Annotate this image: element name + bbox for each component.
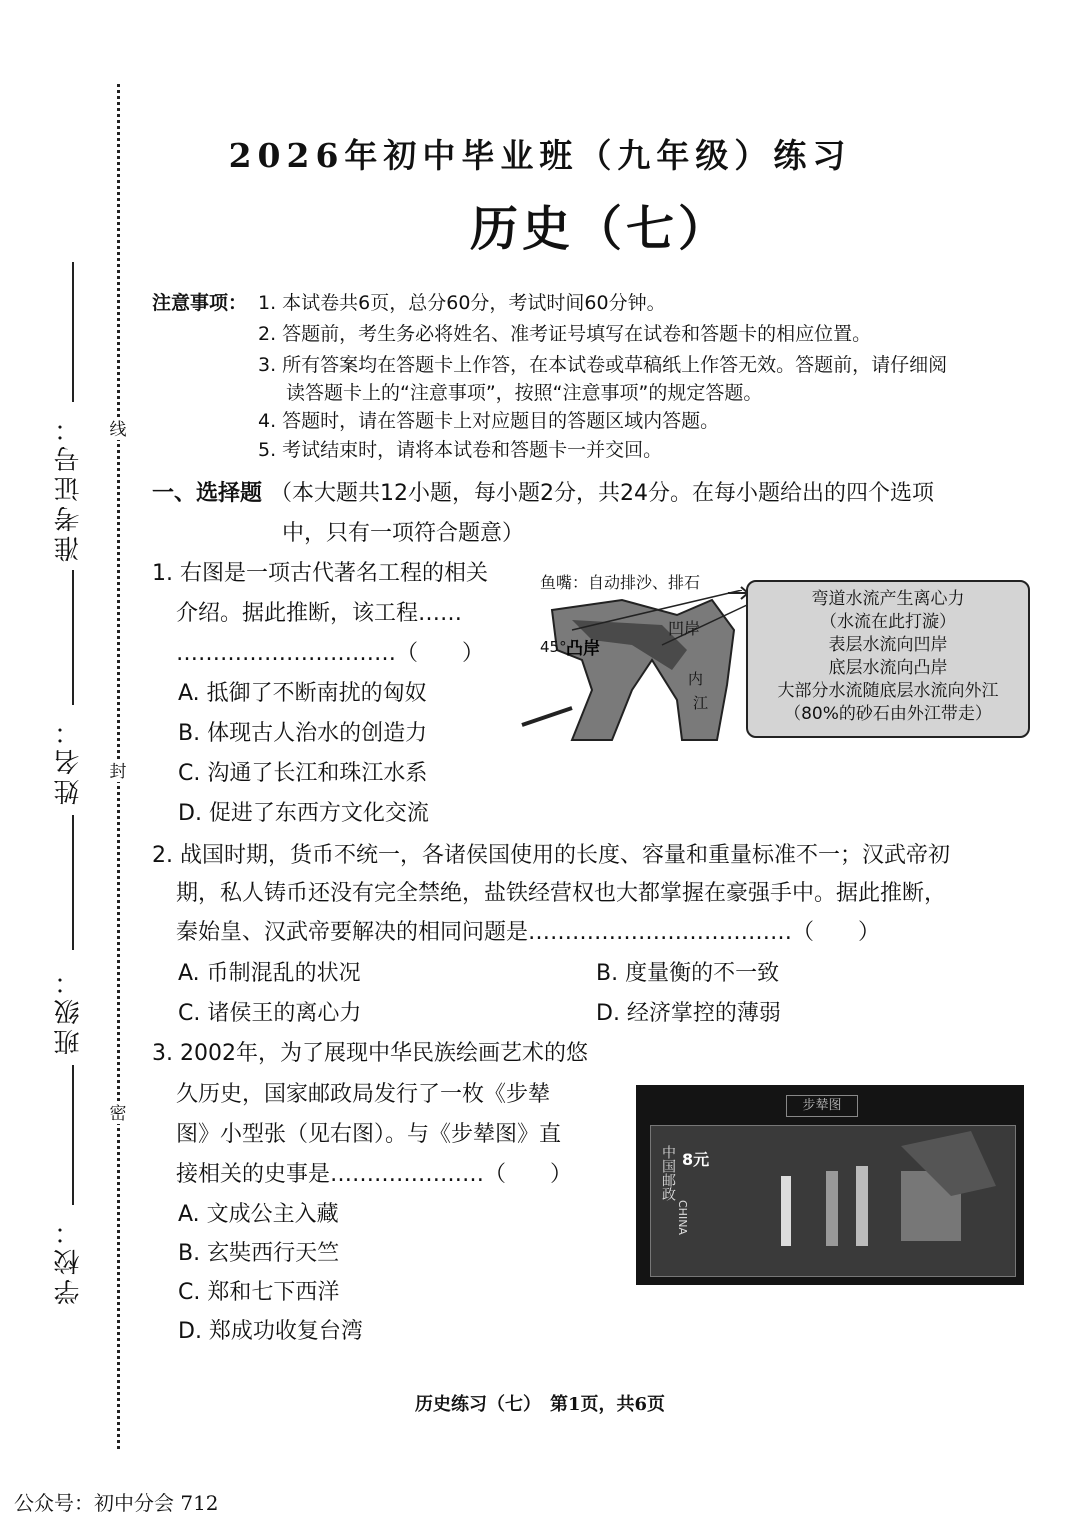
note-5: 5. 考试结束时，请将本试卷和答题卡一并交回。	[258, 439, 663, 461]
mark-seal: 封	[109, 762, 127, 782]
q2-option-d: D. 经济掌控的薄弱	[596, 1001, 781, 1026]
q2-text-1: 2. 战国时期，货币不统一，各诸侯国使用的长度、容量和重量标准不一；汉武帝初	[152, 843, 950, 868]
q2-option-b: B. 度量衡的不一致	[596, 961, 780, 986]
q2-text-2: 期，私人铸币还没有完全禁绝，盐铁经营权也大都掌握在豪强手中。据此推断，	[176, 881, 947, 906]
label-class: 班级：	[54, 965, 84, 1055]
stamp-title: 步辇图	[786, 1095, 858, 1117]
page-footer: 历史练习（七） 第1页，共6页	[414, 1394, 666, 1415]
q3-text-1: 3. 2002年，为了展现中华民族绘画艺术的悠	[152, 1041, 588, 1066]
name-line	[72, 570, 74, 705]
fig1-box-line-3: 表层水流向凹岸	[828, 635, 948, 655]
q1-option-c: C. 沟通了长江和珠江水系	[178, 761, 428, 786]
watermark: 公众号：初中分会 712	[14, 1491, 219, 1515]
q1-option-b: B. 体现古人治水的创造力	[178, 721, 428, 746]
section-desc-1: （本大题共12小题，每小题2分，共24分。在每小题给出的四个选项	[270, 481, 934, 506]
fig1-box-line-1: 弯道水流产生离心力	[811, 589, 965, 609]
class-line	[72, 815, 74, 950]
note-1: 1. 本试卷共6页，总分60分，考试时间60分钟。	[258, 292, 666, 314]
q1-option-a: A. 抵御了不断南扰的匈奴	[178, 681, 427, 706]
fig1-box-line-4: 底层水流向凸岸	[828, 658, 948, 678]
q1-text-3: …………………………（ ）	[176, 641, 485, 666]
note-4: 4. 答题时，请在答题卡上对应题目的答题区域内答题。	[258, 410, 720, 432]
q3-option-d: D. 郑成功收复台湾	[178, 1319, 363, 1344]
q2-option-a: A. 币制混乱的状况	[178, 961, 361, 986]
note-2: 2. 答题前，考生务必将姓名、准考证号填写在试卷和答题卡的相应位置。	[258, 323, 872, 345]
q1-text-2: 介绍。据此推断，该工程……	[176, 601, 463, 626]
note-3: 3. 所有答案均在答题卡上作答，在本试卷或草稿纸上作答无效。答题前，请仔细阅	[258, 354, 948, 376]
fig1-caption: 鱼嘴：自动排沙、排石	[540, 573, 701, 592]
q3-text-4: 接相关的史事是…………………（ ）	[176, 1162, 573, 1187]
q2-text-3: 秦始皇、汉武帝要解决的相同问题是………………………………（ ）	[176, 920, 881, 945]
exam-title: 2026年初中毕业班（九年级）练习	[228, 136, 852, 175]
note-3-cont: 读答题卡上的“注意事项”，按照“注意事项”的规定答题。	[286, 382, 763, 404]
q3-text-3: 图》小型张（见右图）。与《步辇图》直	[176, 1122, 562, 1147]
q3-option-a: A. 文成公主入藏	[178, 1202, 339, 1227]
stamp-value: 8元	[682, 1150, 710, 1169]
fig1-box-line-2: （水流在此打漩）	[820, 612, 956, 632]
mark-line: 线	[109, 420, 127, 440]
section-heading: 一、选择题	[152, 481, 263, 506]
q3-text-2: 久历史，国家邮政局发行了一枚《步辇	[176, 1082, 551, 1107]
label-name: 姓名：	[54, 715, 84, 805]
q3-option-b: B. 玄奘西行天竺	[178, 1241, 340, 1266]
fig1-box-line-6: （80%的砂石由外江带走）	[784, 704, 992, 724]
stamp-country: 中国邮政	[660, 1145, 676, 1201]
label-school: 学校：	[54, 1215, 84, 1305]
label-exam-id: 准考证号：	[54, 412, 84, 562]
id-line	[72, 262, 74, 402]
school-line	[72, 1065, 74, 1205]
q3-option-c: C. 郑和七下西洋	[178, 1280, 340, 1305]
subject-title: 历史（七）	[469, 201, 730, 257]
mark-secret: 密	[109, 1104, 127, 1124]
fig1-box-line-5: 大部分水流随底层水流向外江	[777, 681, 999, 701]
stamp-country-en: CHINA	[676, 1200, 689, 1235]
fig1-explain-box	[746, 580, 1030, 738]
fig1-inner: 内	[688, 670, 704, 688]
fig1-convex: 凸岸	[566, 639, 600, 659]
fig1-angle: 45°	[540, 638, 567, 656]
q1-option-d: D. 促进了东西方文化交流	[178, 801, 429, 826]
section-desc-2: 中，只有一项符合题意）	[282, 521, 525, 546]
fig1-river: 江	[693, 694, 709, 712]
q1-text-1: 1. 右图是一项古代著名工程的相关	[152, 561, 488, 586]
q2-option-c: C. 诸侯王的离心力	[178, 1001, 362, 1026]
stamp-image	[636, 1085, 1024, 1285]
dujiangyan-map	[512, 590, 752, 750]
fig1-concave: 凹岸	[668, 619, 701, 638]
notes-label: 注意事项：	[152, 292, 248, 314]
